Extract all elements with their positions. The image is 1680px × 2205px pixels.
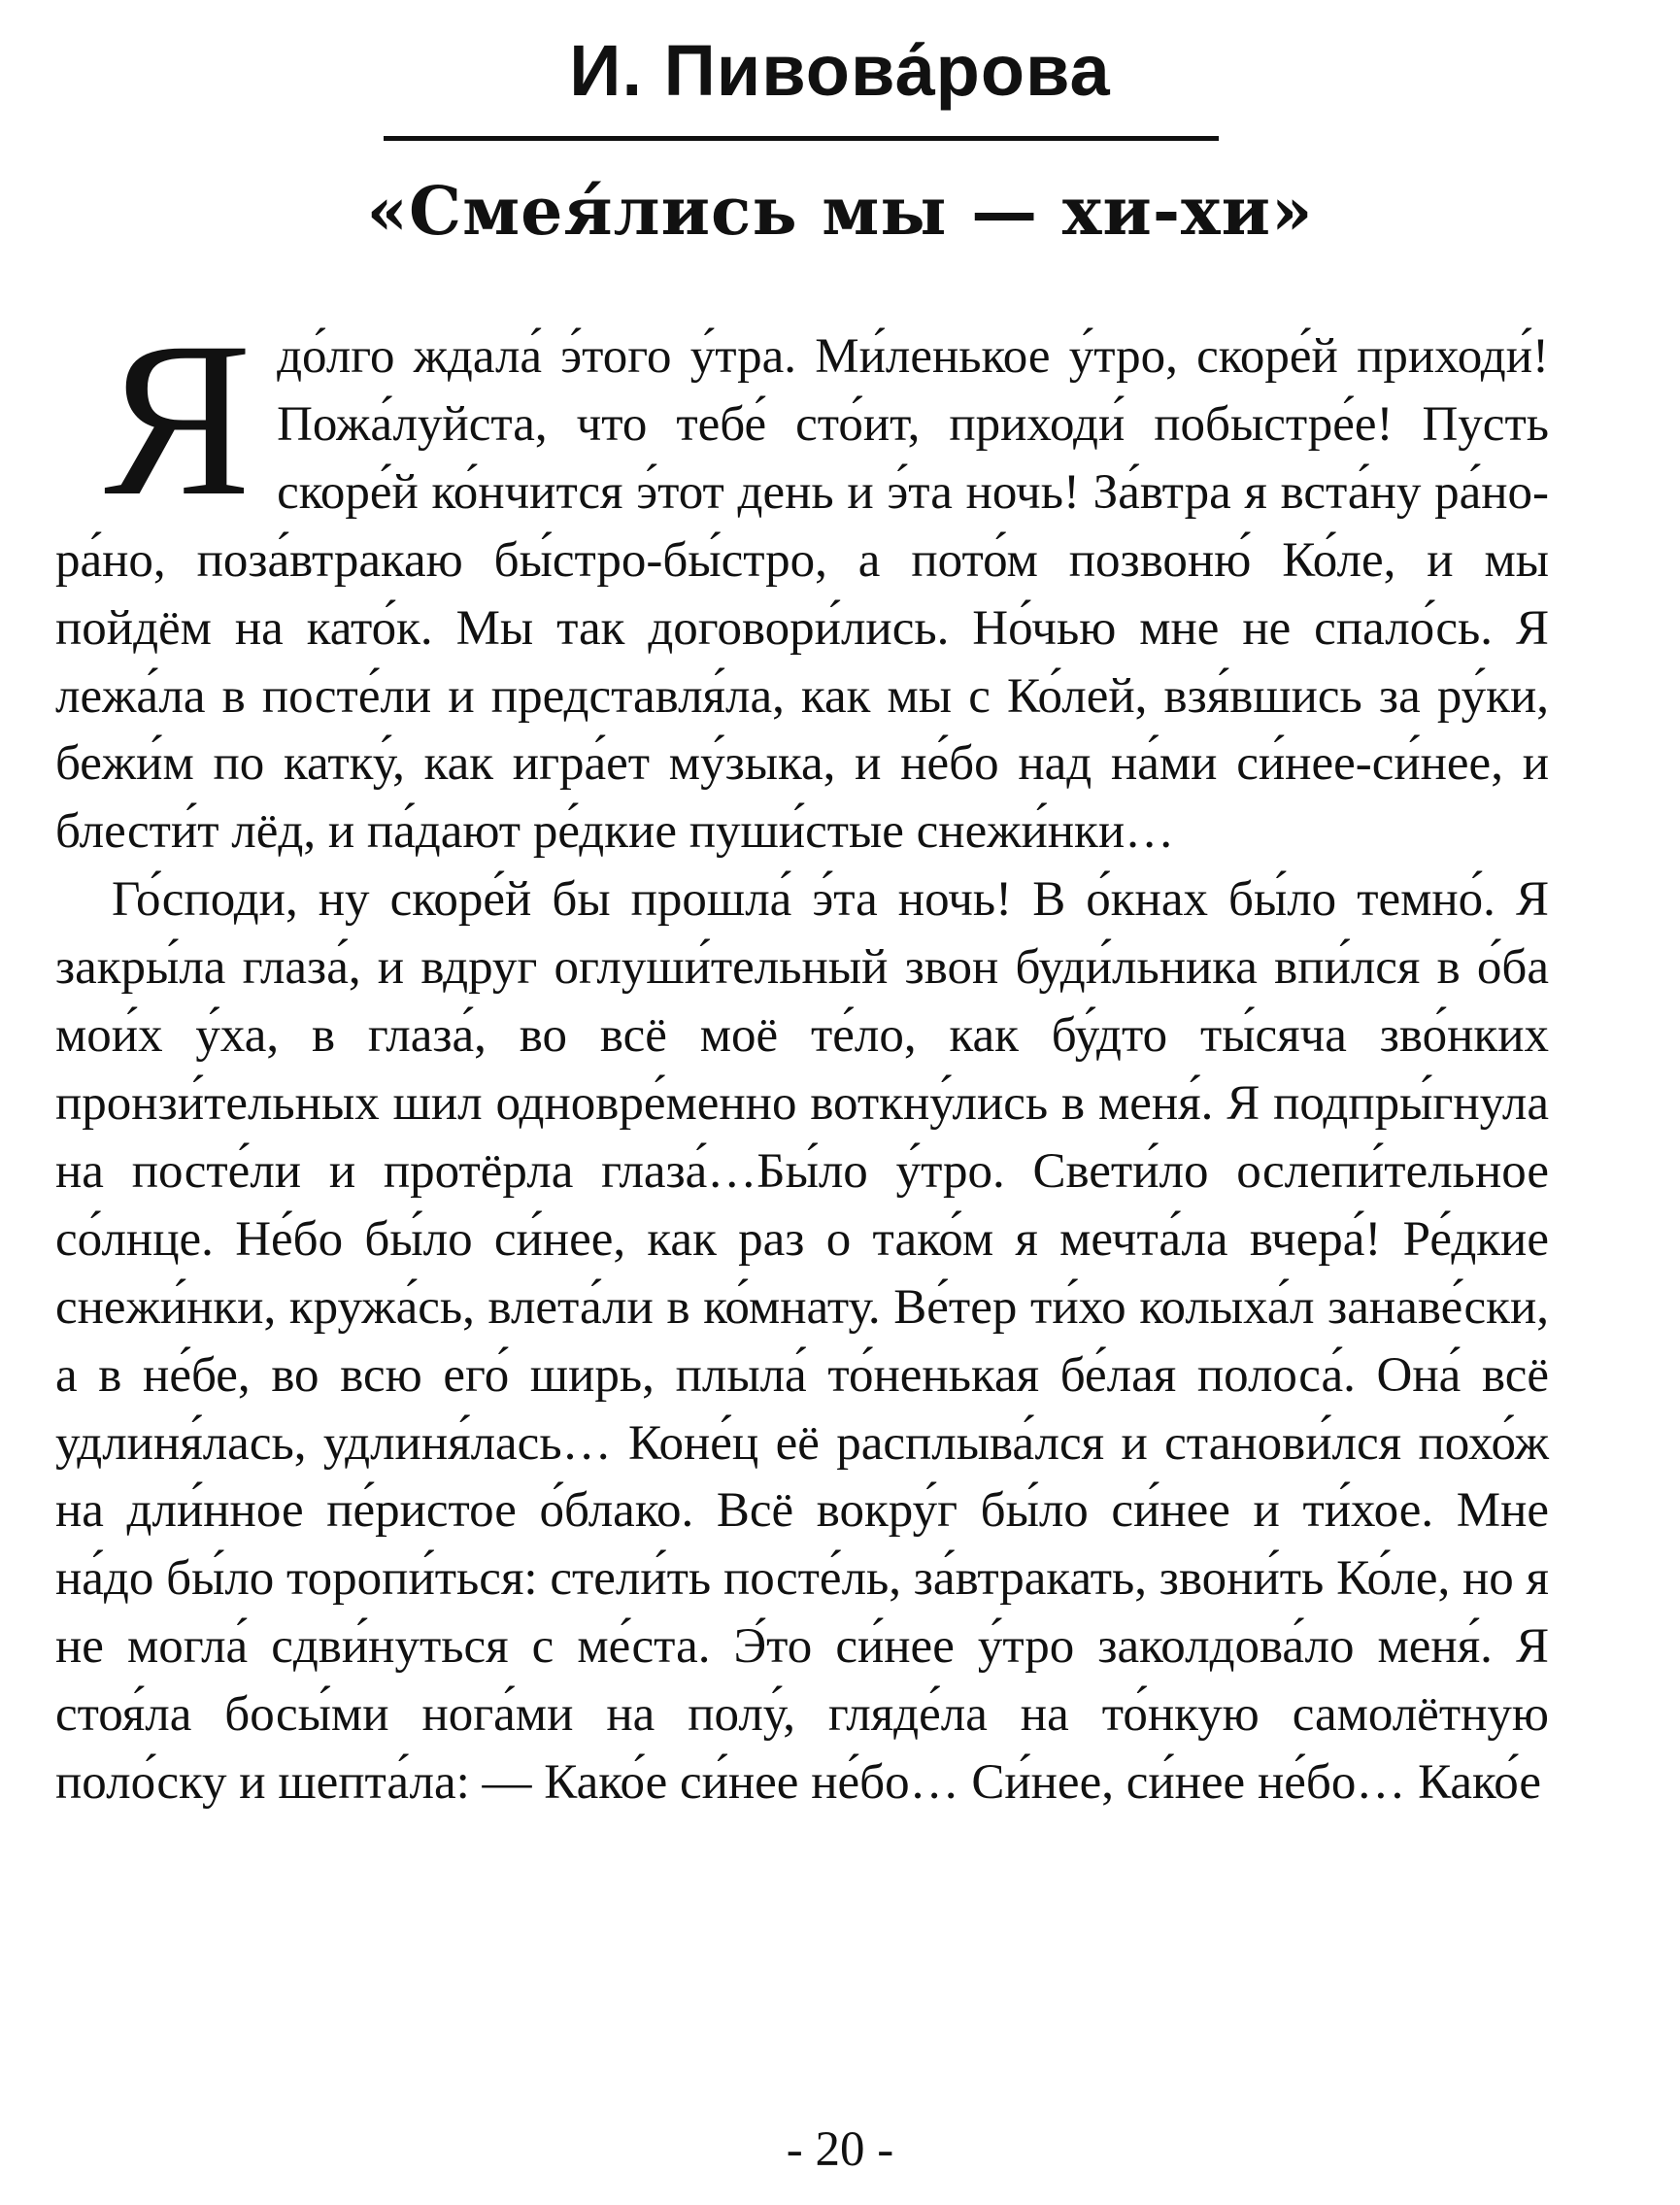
story-title: «Смея́лись мы — хи-хи»: [366, 173, 1314, 251]
paragraph-1: [55, 297, 1549, 866]
paragraph-1-text: до́лго ждала́ э́того у́тра. Ми́ленькое у́тро, скоре́й приходи́! Пожа́луйста, что тебе́ сто́ит, приходи́ побыстре́е! Пусть скоре́й ко́нчится э́тот день и э́та ночь! За́втра я вста́ну ра́но-ра́но, поза́втракаю бы́стро-бы́стро, а пото́м позвоню́ Ко́ле, и мы пойдём на като́к. Мы так договори́лись. Но́чью мне не спало́сь. Я лежа́ла в посте́ли и представля́ла, как мы с Ко́лей, взя́вшись за ру́ки, бежи́м по катку́, как игра́ет му́зыка, и не́бо над на́ми си́нее-си́нее, и блести́т лёд, и па́дают ре́дкие пуши́стые снежи́нки…: [55, 329, 1549, 860]
title-divider: [384, 136, 1219, 141]
story-text: [55, 297, 1549, 1817]
page-number: - 20 -: [786, 2122, 894, 2177]
paragraph-2: Го́споди, ну скоре́й бы прошла́ э́та ночь! В о́кнах бы́ло темно́. Я закры́ла глаза́, и вдруг оглуши́тельный звон буди́льника впи́лся в о́ба мои́х у́ха, в глаза́, во всё моё те́ло, как бу́дто ты́сяча зво́нких пронзи́тельных шил одновре́менно воткну́лись в меня́. Я подпры́гнула на посте́ли и протёрла глаза́…Бы́ло у́тро. Свети́ло ослепи́тельное со́лнце. Не́бо бы́ло си́нее, как раз о тако́м я мечта́ла вчера́! Ре́дкие снежи́нки, кружа́сь, влета́ли в ко́мнату. Ве́тер ти́хо колыха́л занаве́ски, а в не́бе, во всю его́ ширь, плыла́ то́ненькая бе́лая полоса́. Она́ всё удлиня́лась, удлиня́лась… Коне́ц её расплыва́лся и станови́лся похо́ж на дли́нное пе́ристое о́блако. Всё вокру́г бы́ло си́нее и ти́хое. Мне на́до бы́ло торопи́ться: стели́ть посте́ль, за́втракать, звони́ть Ко́ле, но я не могла́ сдви́нуться с ме́ста. Э́то си́нее у́тро заколдова́ло меня́. Я стоя́ла босы́ми нога́ми на полу́, гляде́ла на то́нкую самолётную поло́ску и шепта́ла: — Како́е си́нее не́бо… Си́нее, си́нее не́бо… Како́е: [55, 872, 1549, 1811]
author-name: И. Пивова́рова: [569, 30, 1111, 111]
drop-cap: Я: [104, 297, 252, 542]
